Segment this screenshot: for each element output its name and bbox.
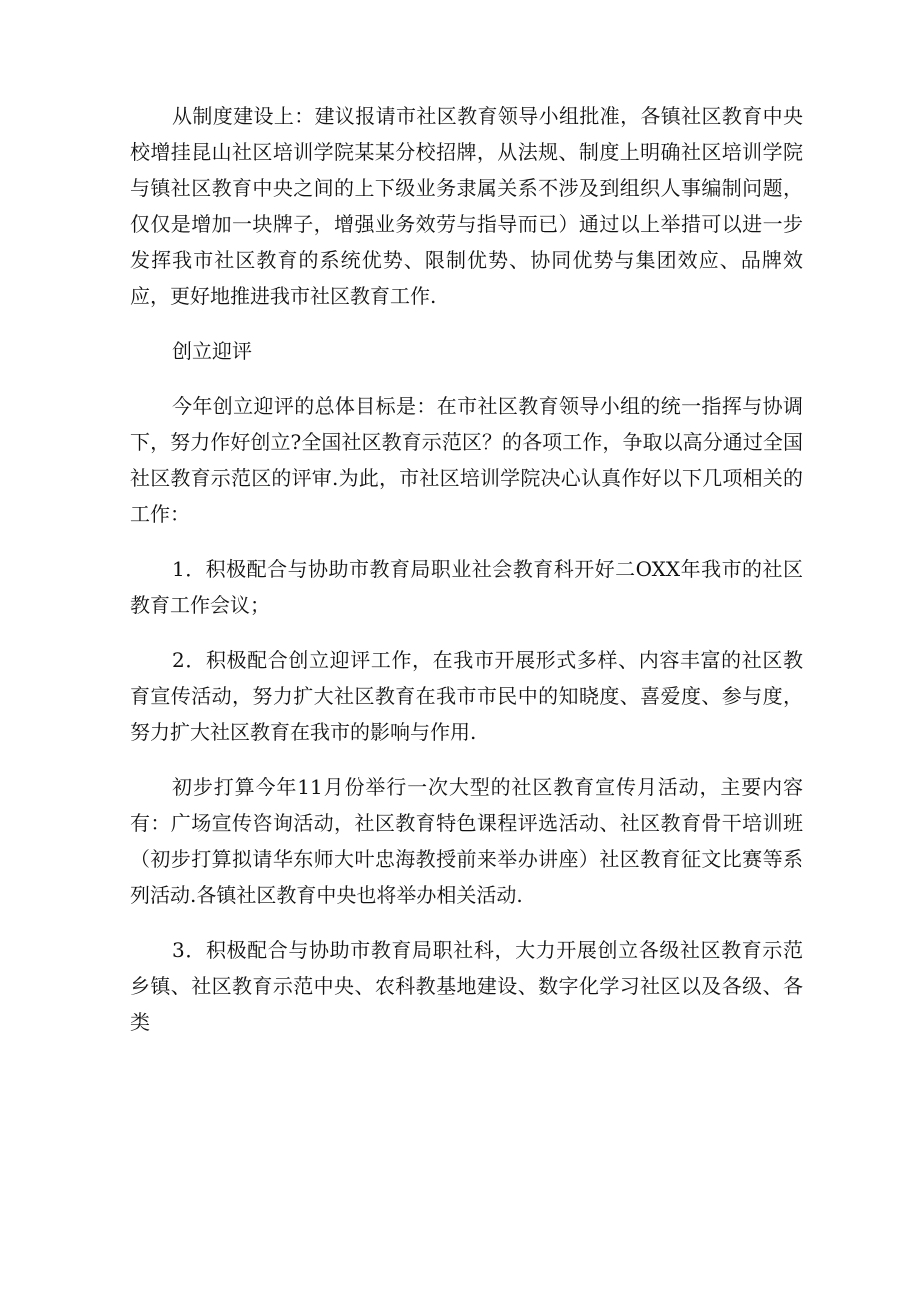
document-body — [130, 98, 803, 1059]
paragraph-overall-goal: 今年创立迎评的总体目标是：在市社区教育领导小组的统一指挥与协调下，努力作好创立?全国社区教育示范区？的各项工作，争取以高分通过全国社区教育示范区的评审.为此，市社区培训学院决心认真作好以下几项相关的工作： — [130, 394, 803, 526]
list-item-3: 3．积极配合与协助市教育局职社科，大力开展创立各级社区教育示范乡镇、社区教育示范中央、农科教基地建设、数字化学习社区以及各级、各类 — [130, 938, 803, 1034]
paragraph-system-construction: 从制度建设上：建议报请市社区教育领导小组批准，各镇社区教育中央校增挂昆山社区培训学院某某分校招牌，从法规、制度上明确社区培训学院与镇社区教育中央之间的上下级业务隶属关系不涉及到组织人事编制问题，仅仅是增加一块牌子，增强业务效劳与指导而已）通过以上举措可以进一步发挥我市社区教育的系统优势、限制优势、协同优势与集团效应、品牌效应，更好地推进我市社区教育工作. — [130, 104, 803, 308]
paragraph-preliminary-plan: 初步打算今年11月份举行一次大型的社区教育宣传月活动，主要内容有：广场宣传咨询活动，社区教育特色课程评选活动、社区教育骨干培训班（初步打算拟请华东师大叶忠海教授前来举办讲座）社区教育征文比赛等系列活动.各镇社区教育中央也将举办相关活动. — [130, 775, 803, 907]
list-item-2: 2．积极配合创立迎评工作，在我市开展形式多样、内容丰富的社区教育宣传活动，努力扩大社区教育在我市市民中的知晓度、喜爱度、参与度，努力扩大社区教育在我市的影响与作用. — [130, 648, 803, 744]
section-heading-chuangli-yingping: 创立迎评 — [172, 339, 252, 363]
list-item-1: 1．积极配合与协助市教育局职业社会教育科开好二OXX年我市的社区教育工作会议； — [130, 557, 803, 617]
